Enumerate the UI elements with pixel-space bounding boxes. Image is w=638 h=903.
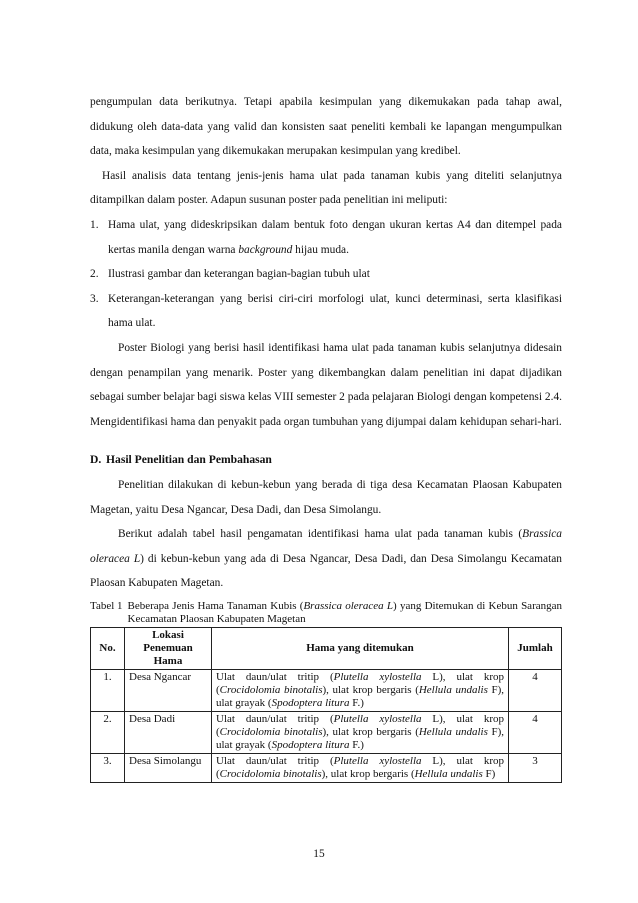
species-name: Hellula undalis (418, 683, 488, 696)
hama-text: F.) (349, 696, 364, 709)
hama-text: Ulat daun/ulat tritip ( (216, 754, 334, 767)
species-name: Spodoptera litura (271, 738, 350, 751)
table-caption (90, 600, 562, 626)
list-text: Keterangan-keterangan yang berisi ciri-ciri morfologi ulat, kunci determinasi, serta klasifikasi hama ulat. (108, 292, 562, 330)
hama-text: ), ulat krop bergaris ( (321, 767, 415, 780)
table-row (91, 753, 562, 782)
caption-text-before: Beberapa Jenis Hama Tanaman Kubis ( (127, 599, 304, 612)
header-jumlah: Jumlah (509, 627, 562, 669)
cell-lokasi: Desa Simolangu (125, 753, 212, 782)
species-name: Hellula undalis (418, 725, 488, 738)
hama-text: F), ulat grayak ( (216, 725, 504, 751)
paragraph-poster-biologi: Poster Biologi yang berisi hasil identifikasi hama ulat pada tanaman kubis selanjutnya didesain dengan penampilan yang menarik. Poster yang dikembangkan dalam penelitian ini dapat dijadikan sebagai sumber belajar bagi siswa kelas VIII semester 2 pada pelajaran Biologi dengan kompetensi 2.4. Mengidentifikasi hama dan penyakit pada organ tumbuhan yang dijumpai dalam kehidupan sehari-hari. (90, 341, 562, 428)
hama-text: L), ulat krop ( (216, 754, 504, 780)
species-name: Spodoptera litura (271, 696, 350, 709)
caption-italic: Brassica oleracea L (303, 599, 394, 612)
species-name: Plutella xylostella (333, 670, 422, 683)
cell-lokasi: Desa Ngancar (125, 669, 212, 711)
section-title: Hasil Penelitian dan Pembahasan (106, 453, 272, 467)
list-text: Hama ulat, yang dideskripsikan dalam bentuk foto dengan ukuran kertas A4 dan ditempel pada kertas manila dengan warna (108, 218, 562, 256)
list-number: 1. (90, 218, 99, 231)
cell-no: 3. (91, 753, 125, 782)
poster-structure-list (90, 213, 562, 336)
hama-text: ), ulat krop bergaris ( (322, 725, 419, 738)
para-text: Berikut adalah tabel hasil pengamatan identifikasi hama ulat pada tanaman kubis ( (118, 528, 523, 541)
cell-jumlah: 3 (509, 753, 562, 782)
table-row (91, 711, 562, 753)
cell-hama (212, 753, 509, 782)
page-number: 15 (313, 848, 325, 860)
cell-hama (212, 711, 509, 753)
cell-jumlah: 4 (509, 669, 562, 711)
hama-text: Ulat daun/ulat tritip ( (216, 712, 334, 725)
paragraph-penelitian: Penelitian dilakukan di kebun-kebun yang berada di tiga desa Kecamatan Plaosan Kabupaten Magetan, yaitu Desa Ngancar, Desa Dadi, dan Desa Simolangu. (90, 478, 562, 516)
hama-text: ), ulat krop bergaris ( (322, 683, 419, 696)
list-number: 2. (90, 268, 99, 281)
table-row (91, 669, 562, 711)
caption-text (128, 600, 562, 626)
species-name: Hellula undalis (414, 767, 483, 780)
caption-text-after: ) yang Ditemukan di Kebun Sarangan Kecamatan Plaosan Kabupaten Magetan (127, 599, 562, 625)
species-name: Crocidolomia binotalis (219, 767, 322, 780)
list-text: Ilustrasi gambar dan keterangan bagian-bagian tubuh ulat (108, 268, 370, 281)
cell-no: 2. (91, 711, 125, 753)
hama-text: F) (482, 767, 496, 780)
hama-text: F.) (349, 738, 364, 751)
document-page (90, 90, 562, 783)
hama-text: L), ulat krop ( (216, 670, 504, 696)
cell-no: 1. (91, 669, 125, 711)
header-lokasi: Lokasi Penemuan Hama (125, 627, 212, 669)
header-no: No. (91, 627, 125, 669)
species-name: Plutella xylostella (333, 712, 422, 725)
paragraph-berikut (90, 522, 562, 596)
section-letter: D. (90, 453, 102, 467)
hama-table (90, 627, 562, 783)
list-text-after: hijau muda. (292, 243, 349, 256)
species-name: Crocidolomia binotalis (219, 683, 323, 696)
table-header-row (91, 627, 562, 669)
species-name: Crocidolomia binotalis (219, 725, 323, 738)
cell-jumlah: 4 (509, 711, 562, 753)
species-name: Plutella xylostella (333, 754, 422, 767)
list-item (90, 213, 562, 262)
cell-lokasi: Desa Dadi (125, 711, 212, 753)
section-heading (90, 448, 562, 473)
para-text-after: ) di kebun-kebun yang ada di Desa Ngancar, Desa Dadi, dan Desa Simolangu Kecamatan Plaosan Kabupaten Magetan. (90, 552, 562, 590)
cell-hama (212, 669, 509, 711)
para-italic: Brassica oleracea L (90, 528, 562, 565)
paragraph-kesimpulan: pengumpulan data berikutnya. Tetapi apabila kesimpulan yang dikemukakan pada tahap awal, didukung oleh data-data yang valid dan konsisten saat peneliti kembali ke lapangan mengumpulkan data, maka kesimpulan yang dikemukakan merupakan kesimpulan yang kredibel. (90, 96, 562, 158)
list-italic: background (238, 243, 293, 256)
hama-text: Ulat daun/ulat tritip ( (216, 670, 334, 683)
hama-text: F), ulat grayak ( (216, 683, 504, 709)
hama-text: L), ulat krop ( (216, 712, 504, 738)
list-item (90, 287, 562, 336)
list-item (90, 262, 562, 287)
caption-label: Tabel 1 (90, 599, 123, 612)
header-hama: Hama yang ditemukan (212, 627, 509, 669)
list-number: 3. (90, 292, 99, 305)
paragraph-hasil-analisis: Hasil analisis data tentang jenis-jenis hama ulat pada tanaman kubis yang diteliti selanjutnya ditampilkan dalam poster. Adapun susunan poster pada penelitian ini meliputi: (90, 169, 562, 207)
